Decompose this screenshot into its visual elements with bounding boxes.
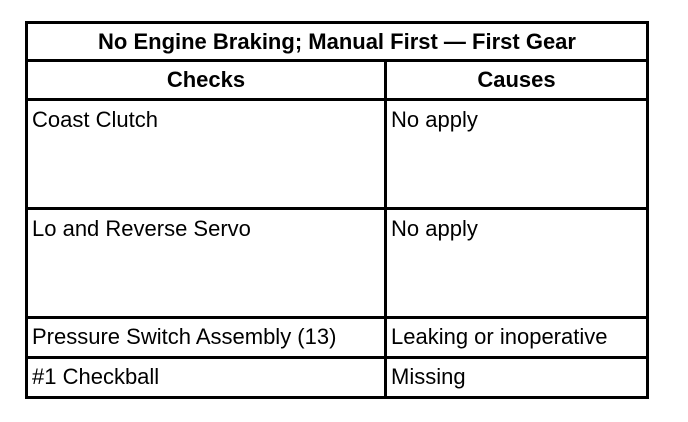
check-cell: #1 Checkball xyxy=(27,358,386,398)
cause-cell: Leaking or inoperative xyxy=(386,318,648,358)
header-row xyxy=(27,61,648,100)
check-cell: Pressure Switch Assembly (13) xyxy=(27,318,386,358)
cause-cell: No apply xyxy=(386,100,648,209)
table-row xyxy=(27,209,648,318)
table-title: No Engine Braking; Manual First — First Gear xyxy=(27,23,648,61)
check-cell: Coast Clutch xyxy=(27,100,386,209)
cause-cell: Missing xyxy=(386,358,648,398)
checks-header: Checks xyxy=(27,61,386,100)
title-row xyxy=(27,23,648,61)
cause-cell: No apply xyxy=(386,209,648,318)
table-row xyxy=(27,100,648,209)
table-row xyxy=(27,318,648,358)
table-row xyxy=(27,358,648,398)
diagnostic-table xyxy=(25,21,649,399)
causes-header: Causes xyxy=(386,61,648,100)
check-cell: Lo and Reverse Servo xyxy=(27,209,386,318)
